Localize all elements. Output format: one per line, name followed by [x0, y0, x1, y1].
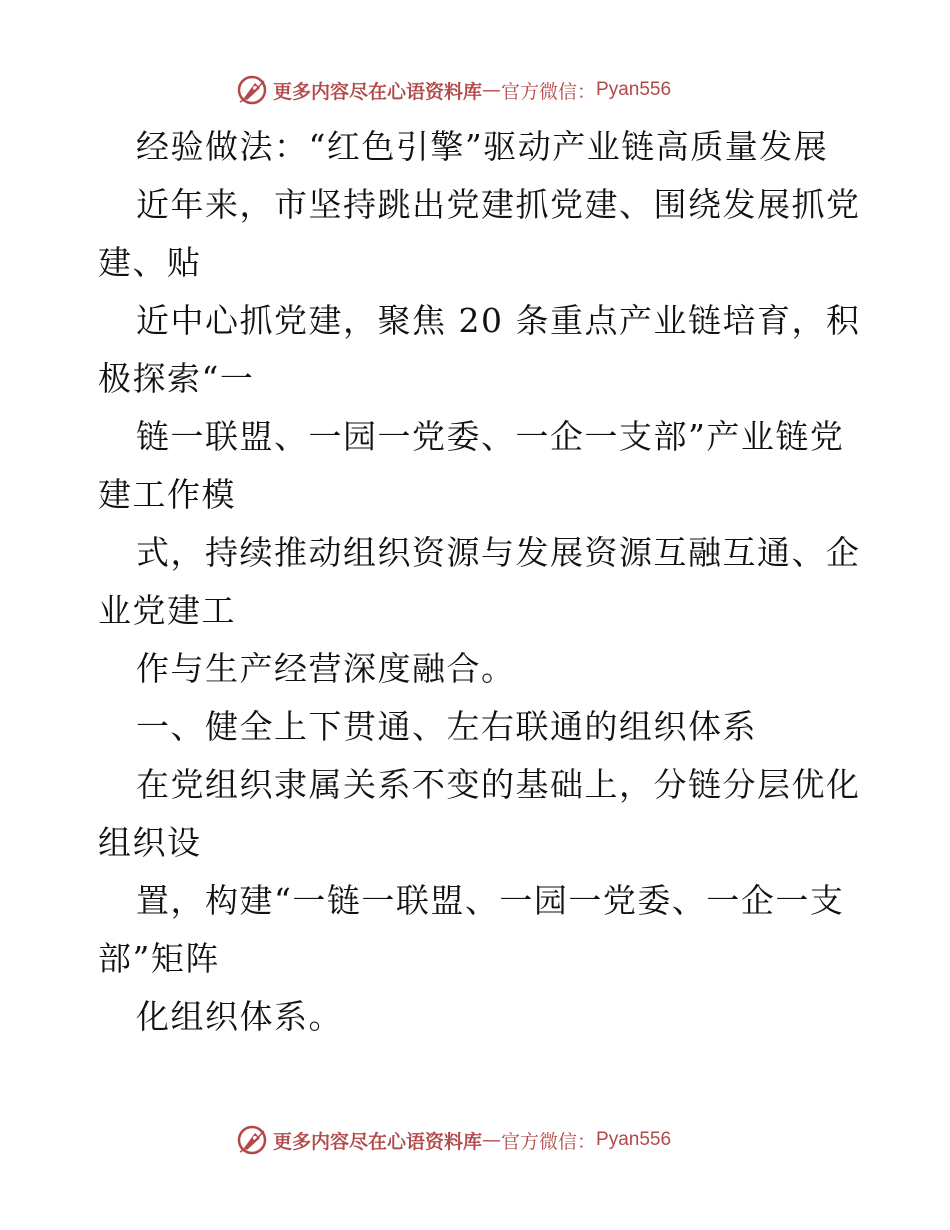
watermark-site-text: 更多内容尽在心语资料库	[273, 1130, 483, 1153]
document-body	[98, 118, 861, 1046]
text-line: 链一联盟、一园一党委、一企一支部”产业链党	[136, 417, 845, 456]
pen-nib-logo-icon	[235, 1123, 269, 1157]
text-line: 近年来，市坚持跳出党建抓党建、围绕发展抓党	[136, 185, 861, 224]
text-line: 式，持续推动组织资源与发展资源互融互通、企	[136, 533, 861, 572]
footer-watermark	[235, 1122, 671, 1158]
text-line: 作与生产经营深度融合。	[136, 649, 516, 688]
watermark-site-text: 更多内容尽在心语资料库	[273, 80, 483, 103]
text-line: 近中心抓党建，聚焦 20 条重点产业链培育，积	[136, 301, 861, 340]
text-line: 建工作模	[98, 475, 236, 514]
text-line: 化组织体系。	[136, 997, 343, 1036]
pen-nib-logo-icon	[235, 73, 269, 107]
watermark-dash: —	[482, 79, 502, 101]
header-watermark	[235, 72, 671, 108]
watermark-dash: —	[482, 1129, 502, 1151]
section-heading: 一、健全上下贯通、左右联通的组织体系	[136, 707, 757, 746]
watermark-wechat-id: Pyan556	[596, 1129, 672, 1150]
watermark-wechat-label: 官方微信：	[501, 1130, 597, 1153]
text-line: 在党组织隶属关系不变的基础上，分链分层优化	[136, 765, 861, 804]
text-line: 建、贴	[98, 243, 202, 282]
watermark-wechat-label: 官方微信：	[501, 80, 597, 103]
text-line: 部”矩阵	[98, 939, 220, 978]
text-line: 极探索“一	[98, 359, 255, 398]
text-line: 业党建工	[98, 591, 236, 630]
text-line: 置，构建“一链一联盟、一园一党委、一企一支	[136, 881, 845, 920]
watermark-wechat-id: Pyan556	[596, 79, 672, 100]
text-line: 经验做法：“红色引擎”驱动产业链高质量发展	[136, 127, 829, 166]
text-line: 组织设	[98, 823, 202, 862]
